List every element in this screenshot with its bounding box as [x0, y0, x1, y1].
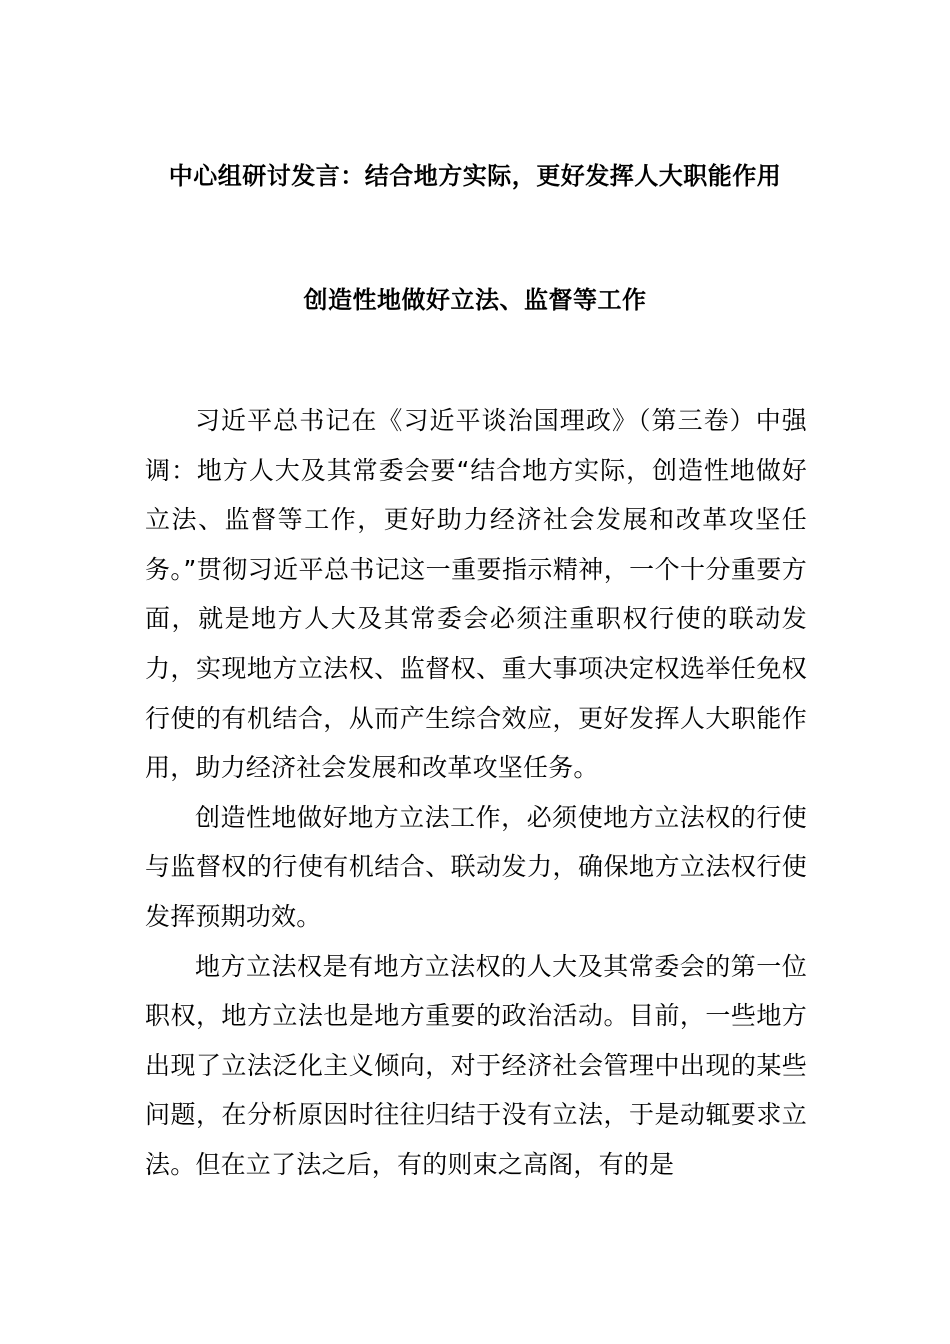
document-title: 中心组研讨发言：结合地方实际，更好发挥人大职能作用 [168, 162, 782, 190]
paragraph-1: 习近平总书记在《习近平谈治国理政》（第三卷）中强调：地方人大及其常委会要“结合地方实际，创造性地做好立法、监督等工作，更好助力经济社会发展和改革攻坚任务。”贯彻习近平总书记这一重要指示精神，一个十分重要方面，就是地方人大及其常委会必须注重职权行使的联动发力，实现地方立法权、监督权、重大事项决定权选举任免权行使的有机结合，从而产生综合效应，更好发挥人大职能作用，助力经济社会发展和改革攻坚任务。 [145, 406, 807, 783]
paragraph-3: 地方立法权是有地方立法权的人大及其常委会的第一位职权，地方立法也是地方重要的政治活动。目前，一些地方出现了立法泛化主义倾向，对于经济社会管理中出现的某些问题，在分析原因时往往归结于没有立法，于是动辄要求立法。但在立了法之后，有的则束之高阁，有的是 [145, 951, 807, 1179]
document-subtitle: 创造性地做好立法、监督等工作 [303, 286, 647, 314]
document-body [145, 396, 807, 1190]
paragraph-2: 创造性地做好地方立法工作，必须使地方立法权的行使与监督权的行使有机结合、联动发力，确保地方立法权行使发挥预期功效。 [145, 802, 807, 931]
